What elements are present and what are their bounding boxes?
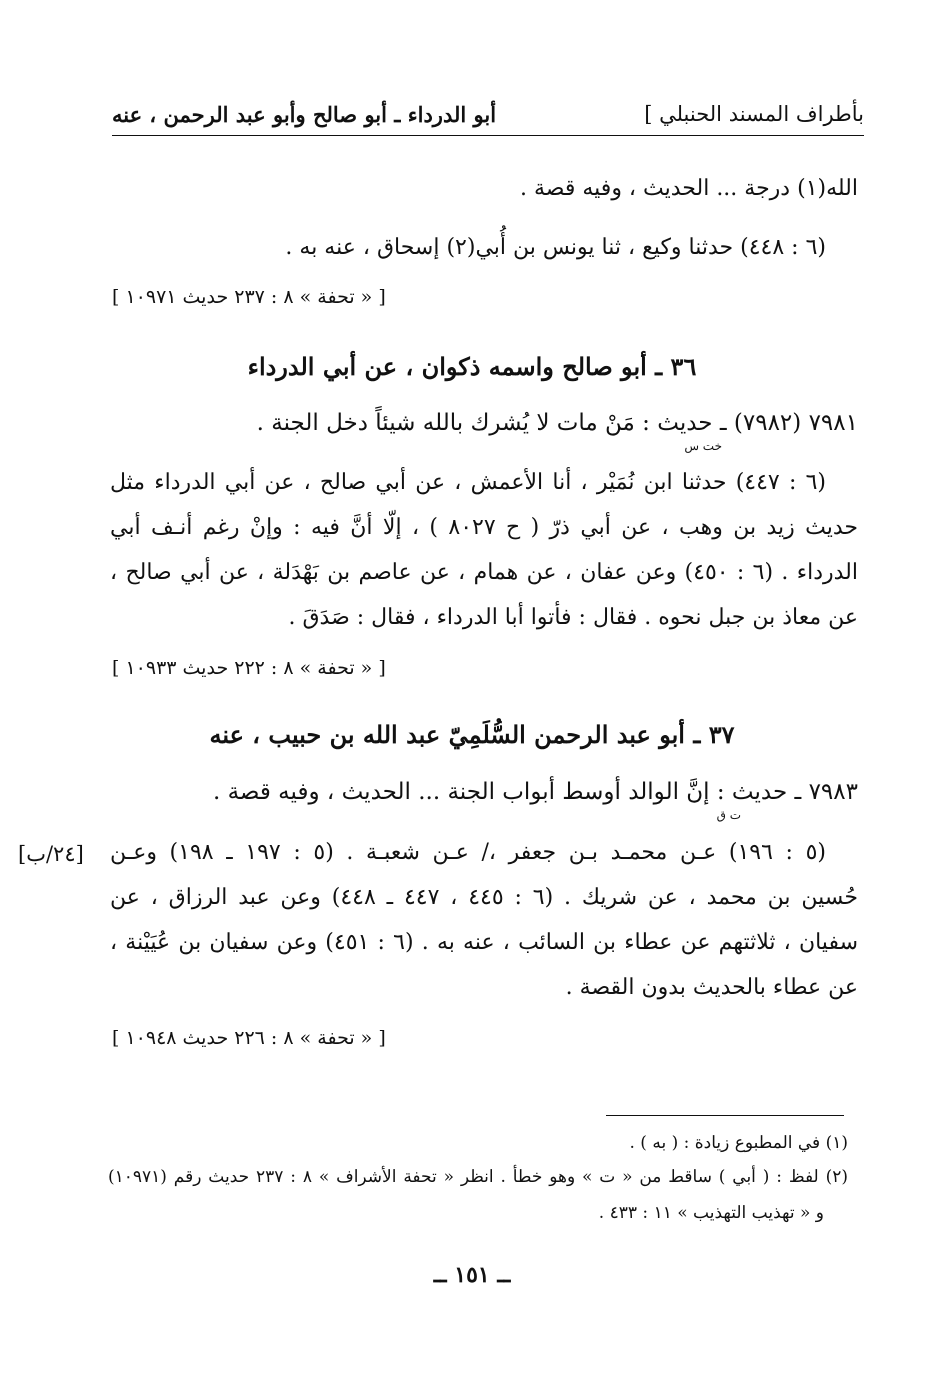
footnote-rule [606, 1115, 844, 1116]
text-line: عن معاذ بن جبل نحوه . فقال : فأتوا أبا الدرداء ، فقال : صَدَقَ . [288, 605, 858, 630]
margin-folio-note: [٢٤/ب] [18, 842, 84, 866]
text-line: (٥ : ١٩٦) عـن محمـد بـن جعفر ،/ عـن شعبـة . (٥ : ١٩٧ ـ ١٩٨) وعـن [110, 840, 826, 865]
section-heading: ٣٧ ـ أبو عبد الرحمن السُّلَمِيّ عبد الله بن حبيب ، عنه [209, 720, 735, 749]
hadith-title: ٧٩٨١ (٧٩٨٢) ـ حديث : مَنْ مات لا يُشرك بالله شيئاً دخل الجنة . [256, 410, 858, 436]
hadith-title: ٧٩٨٣ ـ حديث : إنَّ الوالد أوسط أبواب الجنة ... الحديث ، وفيه قصة . [212, 779, 858, 805]
footnote: (٢) لفظ : ( أبي ) ساقط من « ت » وهو خطأ . انظر « تحفة الأشراف » ٨ : ٢٣٧ حديث رقم (١٠٩٧١) [108, 1167, 848, 1187]
tuhfa-reference: [ « تحفة » ٨ : ٢٢٢ حديث ١٠٩٣٣ ] [112, 657, 386, 679]
header-rule [112, 135, 864, 136]
text-line: (٦ : ٤٤٧) حدثنا ابن نُمَيْر ، أنا الأعمش ، عن أبي صالح ، عن أبي الدرداء مثل [110, 470, 826, 495]
footnote: و « تهذيب التهذيب » ١١ : ٤٣٣ . [598, 1203, 824, 1223]
text-line: (٦ : ٤٤٨) حدثنا وكيع ، ثنا يونس بن أُبي(٢) إسحاق ، عنه به . [285, 235, 826, 260]
tuhfa-reference: [ « تحفة » ٨ : ٢٢٦ حديث ١٠٩٤٨ ] [112, 1027, 386, 1049]
header-chapter-title: أبو الدرداء ـ أبو صالح وأبو عبد الرحمن ، عنه [112, 102, 497, 127]
page-number: ــ ١٥١ ــ [433, 1262, 511, 1288]
tuhfa-reference: [ « تحفة » ٨ : ٢٣٧ حديث ١٠٩٧١ ] [112, 286, 386, 308]
narrator-symbol: ت ق [716, 808, 741, 822]
text-line: حُسين بن محمد ، عن شريك . (٦ : ٤٤٥ ، ٤٤٧ ـ ٤٤٨) وعن عبد الرزاق ، عن [110, 885, 858, 910]
section-heading: ٣٦ ـ أبو صالح واسمه ذكوان ، عن أبي الدرداء [247, 352, 697, 381]
header-book-title: بأطراف المسند الحنبلي ] [644, 102, 864, 126]
text-line: سفيان ، ثلاثتهم عن عطاء بن السائب ، عنه به . (٦ : ٤٥١) وعن سفيان بن عُيَيْنة ، [110, 930, 859, 955]
text-line: الدرداء . (٦ : ٤٥٠) وعن عفان ، عن همام ، عن عاصم بن بَهْدَلة ، عن أبي صالح ، [110, 560, 858, 585]
text-line: الله(١) درجة ... الحديث ، وفيه قصة . [520, 176, 858, 201]
footnote: (١) في المطبوع زيادة : ( به ) . [629, 1133, 848, 1153]
narrator-symbol: خت س [684, 439, 722, 453]
text-line: حديث زيد بن وهب ، عن أبي ذرّ ( ح ٨٠٢٧ ) ، إلّا أنَّ فيه : وإنْ رغم أنـف أبي [110, 515, 858, 540]
text-line: عن عطاء بالحديث بدون القصة . [565, 975, 858, 1000]
